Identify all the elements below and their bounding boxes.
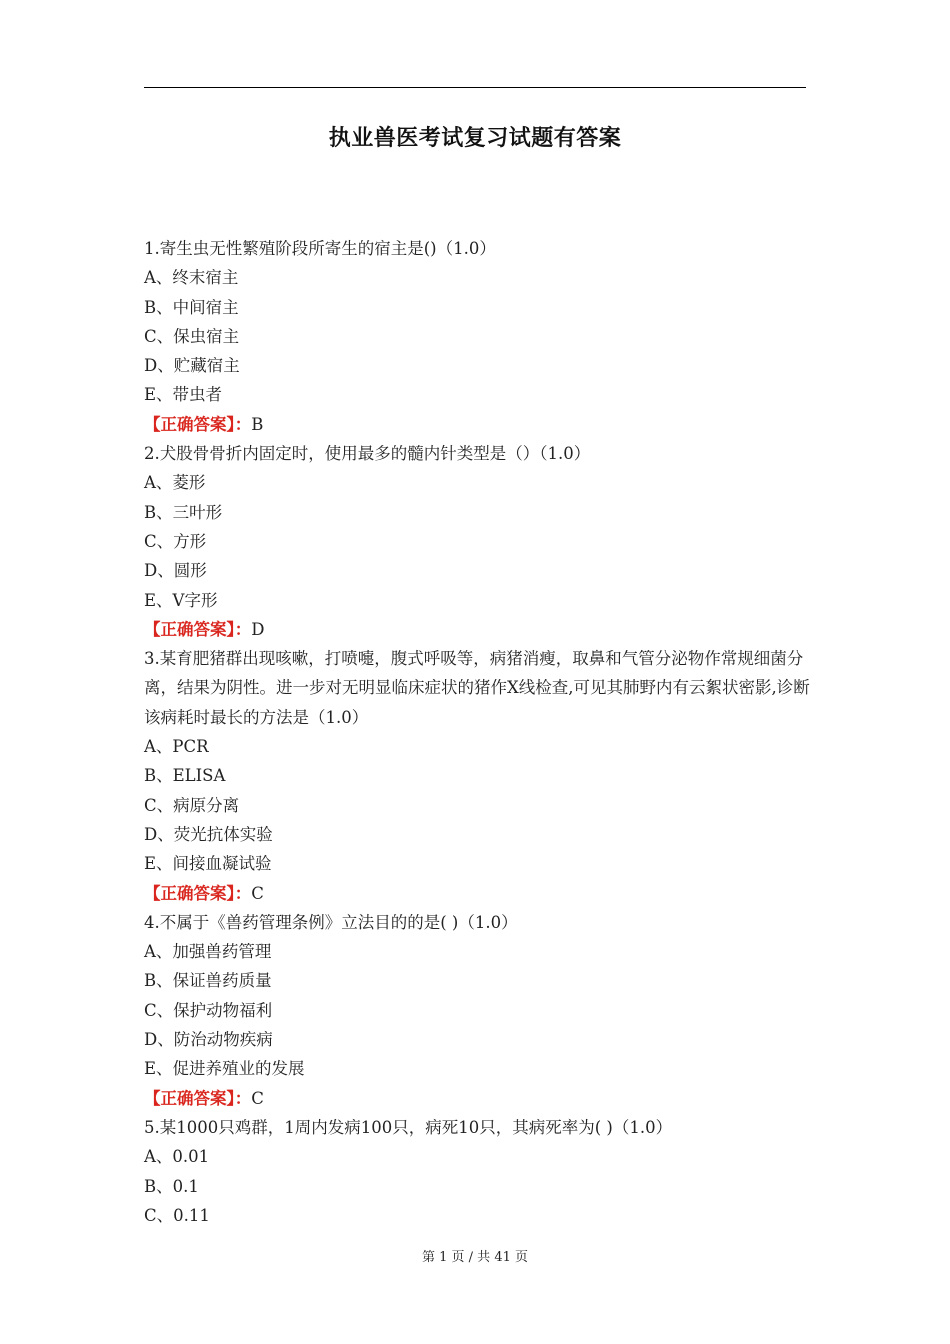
answer-tag: 【正确答案】： (144, 414, 252, 434)
question-list (144, 234, 810, 1230)
correct-answer (144, 410, 810, 439)
page-footer: 第 1 页 / 共 41 页 (422, 1250, 528, 1265)
answer-value: B (251, 414, 264, 434)
answer-tag: 【正确答案】： (144, 883, 252, 903)
option: C、方形 (144, 531, 207, 551)
option: A、加强兽药管理 (144, 942, 272, 962)
answer-tag: 【正确答案】： (144, 619, 252, 639)
answer-tag: 【正确答案】： (144, 1088, 252, 1108)
option: B、ELISA (144, 766, 226, 786)
correct-answer (144, 1084, 810, 1113)
question-text: 1.寄生虫无性繁殖阶段所寄生的宿主是()（1.0） (144, 239, 496, 258)
option: B、三叶形 (144, 502, 223, 522)
option: C、0.11 (144, 1205, 210, 1225)
option: C、保护动物福利 (144, 1000, 273, 1020)
option: E、V字形 (144, 590, 218, 610)
option: A、PCR (144, 737, 209, 757)
answer-value: C (251, 1088, 264, 1108)
option: E、间接血凝试验 (144, 854, 272, 874)
option: D、圆形 (144, 561, 207, 581)
option: A、终末宿主 (144, 268, 239, 288)
option: A、0.01 (144, 1147, 210, 1167)
option: B、0.1 (144, 1176, 199, 1196)
option: B、保证兽药质量 (144, 971, 272, 991)
header-rule (144, 87, 806, 88)
option: C、保虫宿主 (144, 326, 240, 346)
option: D、防治动物疾病 (144, 1030, 273, 1050)
question-text: 5.某1000只鸡群，1周内发病100只，病死10只，其病死率为( )（1.0） (144, 1117, 673, 1137)
answer-value: D (251, 619, 265, 639)
option: C、病原分离 (144, 795, 240, 815)
option: D、荧光抗体实验 (144, 824, 273, 844)
question-text: 2.犬股骨骨折内固定时，使用最多的髓内针类型是（）（1.0） (144, 444, 591, 464)
question-block (144, 1113, 810, 1230)
question-text: 3.某育肥猪群出现咳嗽，打喷嚏，腹式呼吸等，病猪消瘦，取鼻和气管分泌物作常规细菌分离，结果为阴性。进一步对无明显临床症状的猪作X线检查,可见其肺野内有云絮状密影,诊断该病耗时最长的方法是（1.0） (144, 649, 810, 727)
question-text: 4.不属于《兽药管理条例》立法目的的是( )（1.0） (144, 912, 518, 932)
page-title: 执业兽医考试复习试题有答案 (328, 126, 622, 151)
answer-value: C (251, 883, 264, 903)
correct-answer (144, 615, 810, 644)
option: E、带虫者 (144, 385, 223, 405)
question-block (144, 234, 810, 439)
option: B、中间宿主 (144, 297, 239, 317)
question-block (144, 439, 810, 644)
question-block (144, 908, 810, 1113)
option: E、促进养殖业的发展 (144, 1059, 305, 1079)
option: A、菱形 (144, 473, 206, 493)
question-block (144, 644, 810, 908)
option: D、贮藏宿主 (144, 356, 240, 376)
correct-answer (144, 879, 810, 908)
